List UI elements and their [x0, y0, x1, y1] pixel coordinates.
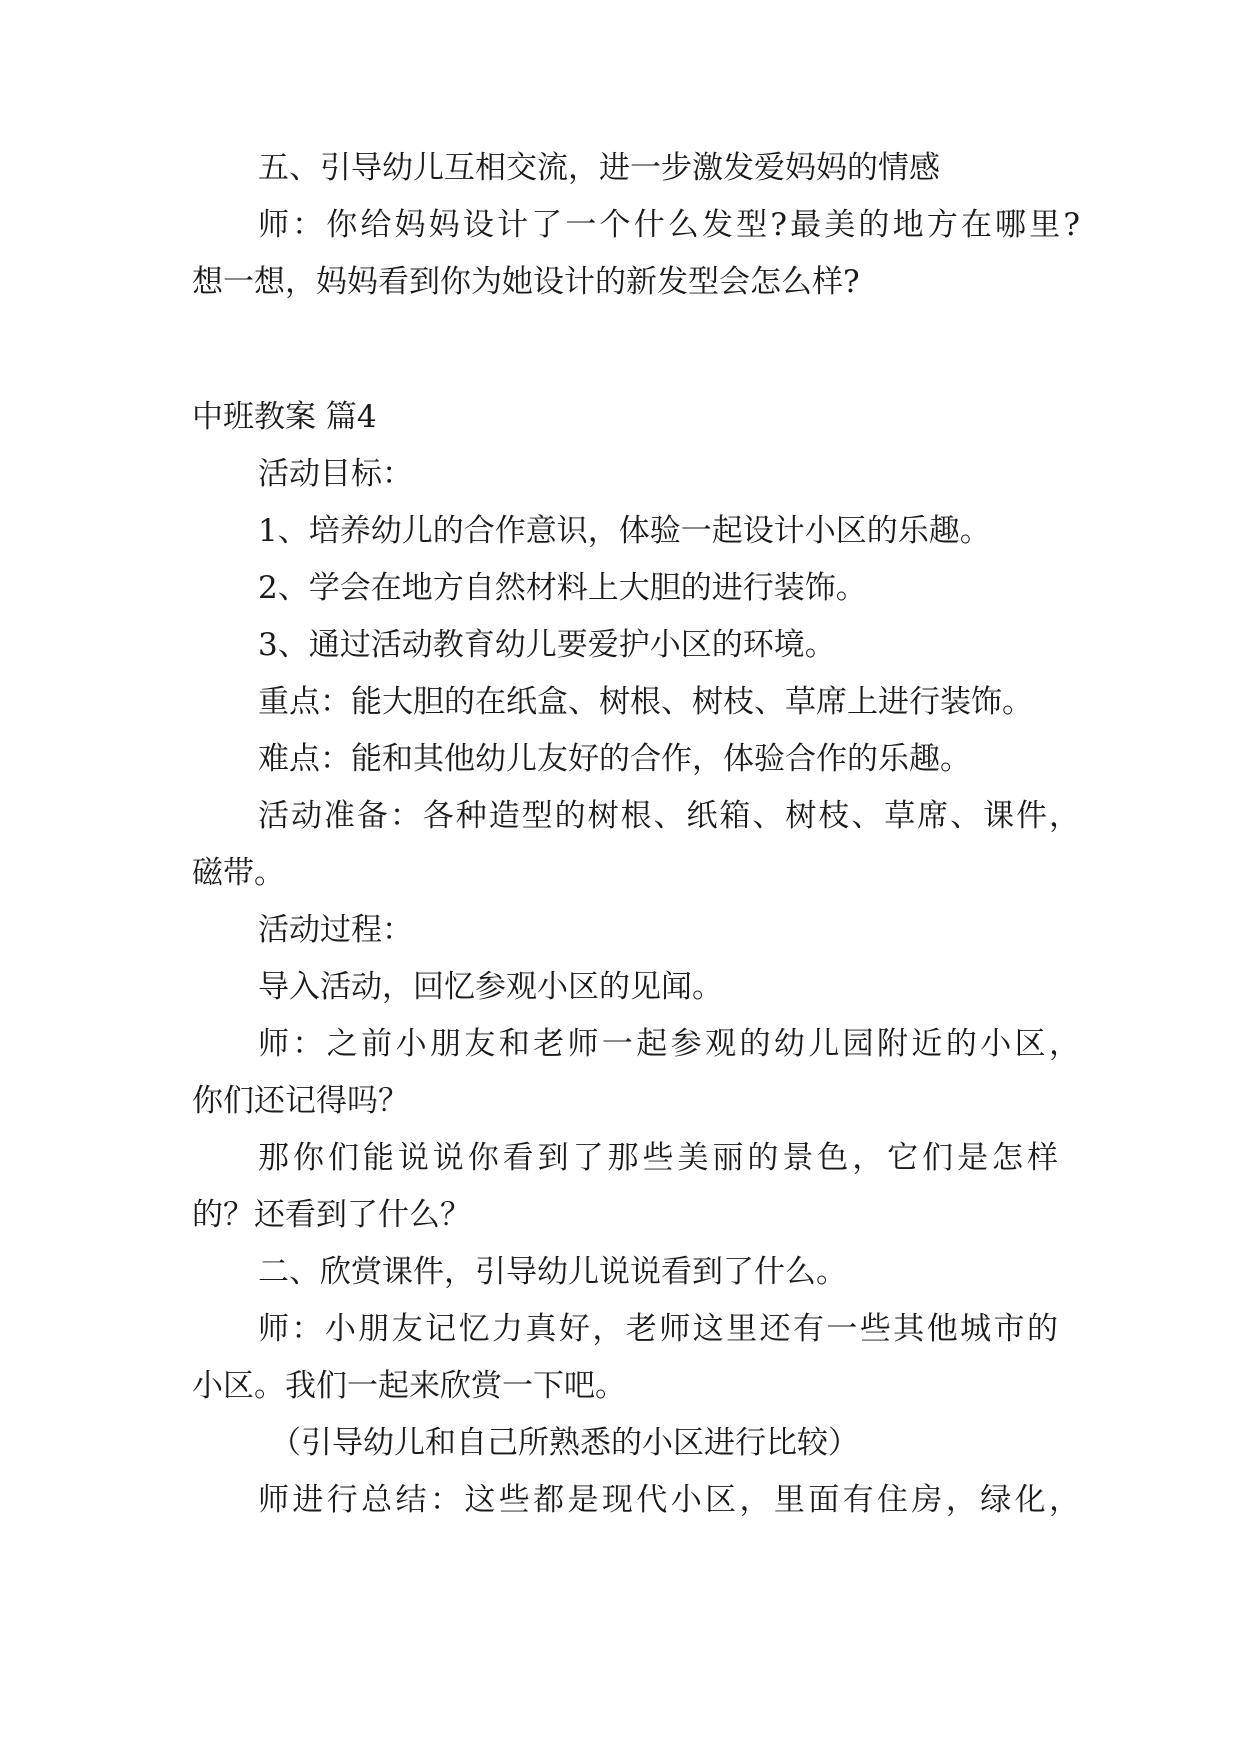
- process-heading: 活动过程：: [258, 912, 413, 948]
- ask-line1: 那你们能说说你看到了那些美丽的景色，它们是怎样: [258, 1140, 1058, 1176]
- section-title: 中班教案 篇4: [192, 399, 377, 435]
- goals-heading: 活动目标：: [258, 456, 413, 492]
- goal-item-1: 1、培养幼儿的合作意识，体验一起设计小区的乐趣。: [258, 513, 991, 549]
- ask-line2: 的？还看到了什么？: [192, 1197, 471, 1233]
- preparation-line2: 磁带。: [192, 855, 285, 891]
- summary-line1: 师进行总结：这些都是现代小区，里面有住房，绿化，: [258, 1482, 1080, 1518]
- paragraph-teacher-question-line2: 想一想，妈妈看到你为她设计的新发型会怎么样?: [192, 264, 860, 300]
- compare-note: （引导幼儿和自己所熟悉的小区进行比较）: [270, 1425, 859, 1461]
- step2: 二、欣赏课件，引导幼儿说说看到了什么。: [258, 1254, 847, 1290]
- difficulty: 难点：能和其他幼儿友好的合作，体验合作的乐趣。: [258, 741, 971, 777]
- teacher-question2-line1: 师：小朋友记忆力真好，老师这里还有一些其他城市的: [258, 1311, 1058, 1347]
- paragraph-step5: 五、引导幼儿互相交流，进一步激发爱妈妈的情感: [258, 150, 940, 186]
- teacher-question1-line2: 你们还记得吗？: [192, 1083, 409, 1119]
- goal-item-3: 3、通过活动教育幼儿要爱护小区的环境。: [258, 627, 836, 663]
- intro-step: 导入活动，回忆参观小区的见闻。: [258, 969, 723, 1005]
- paragraph-teacher-question-line1: 师：你给妈妈设计了一个什么发型?最美的地方在哪里?: [258, 207, 1080, 243]
- teacher-question1-line1: 师：之前小朋友和老师一起参观的幼儿园附近的小区，: [258, 1026, 1080, 1062]
- key-point: 重点：能大胆的在纸盒、树根、树枝、草席上进行装饰。: [258, 684, 1033, 720]
- teacher-question2-line2: 小区。我们一起来欣赏一下吧。: [192, 1368, 626, 1404]
- goal-item-2: 2、学会在地方自然材料上大胆的进行装饰。: [258, 570, 867, 606]
- preparation-line1: 活动准备：各种造型的树根、纸箱、树枝、草席、课件，: [258, 798, 1080, 834]
